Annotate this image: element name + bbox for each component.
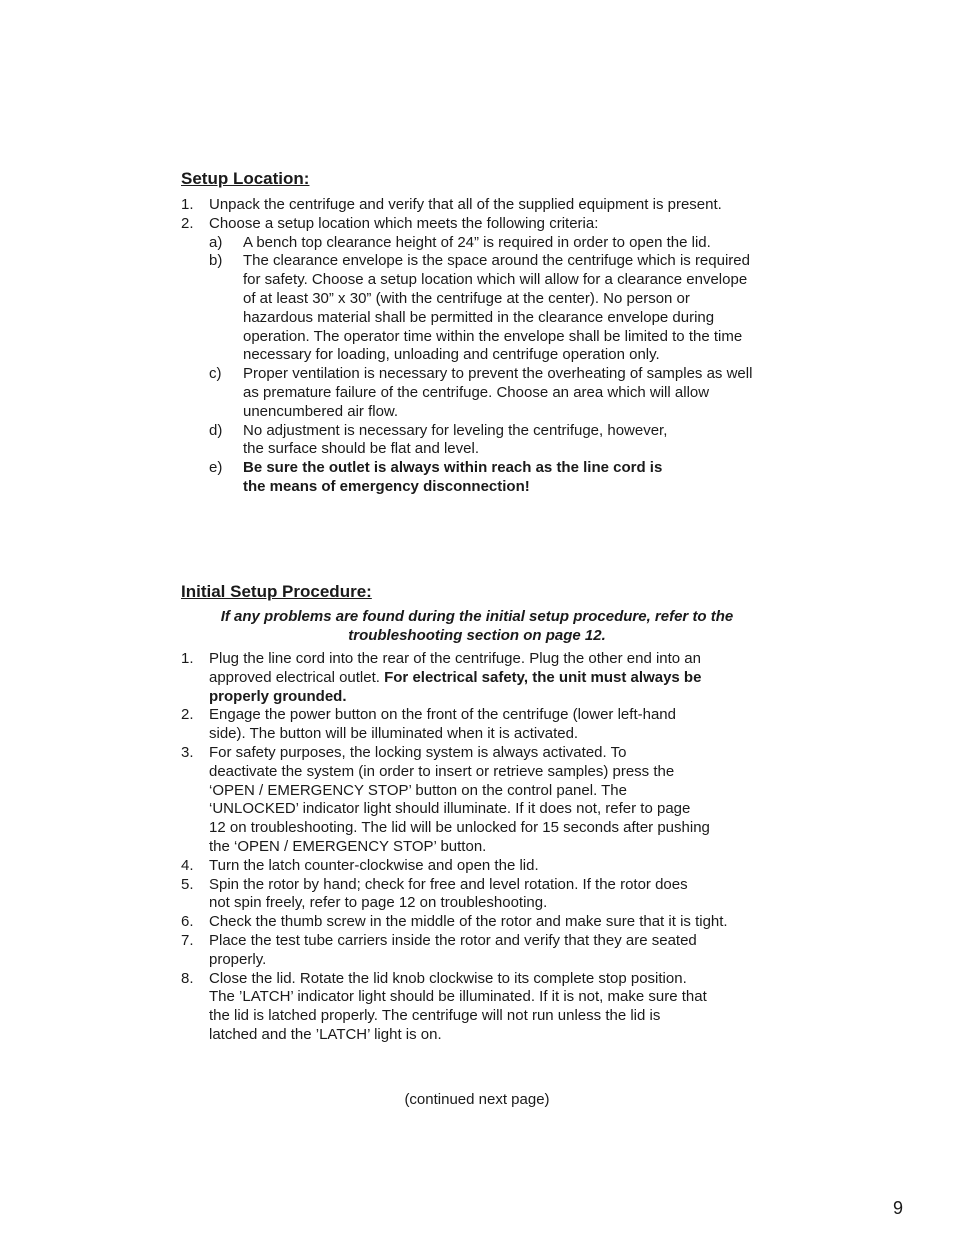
list-item [181,650,756,706]
criteria-text [243,459,781,497]
list-item [181,970,756,1045]
item-number: 8. [181,969,194,987]
setup-location-heading: Setup Location: [181,169,310,188]
initial-setup-list [181,650,756,1045]
item-line: The ’LATCH’ indicator light should be illuminated. If it is not, make sure that [209,988,707,1006]
criteria-text: A bench top clearance height of 24” is required in order to open the lid. [243,233,711,251]
criteria-item [209,234,781,253]
item-number: 2. [181,706,194,724]
list-item [181,744,756,857]
item-line: Spin the rotor by hand; check for free and level rotation. If the rotor does [209,875,688,893]
item-line: not spin freely, refer to page 12 on troubleshooting. [209,894,548,912]
notice-line: If any problems are found during the initial setup procedure, refer to the [220,608,734,625]
criteria-text: The clearance envelope is the space around the centrifuge which is required for safety. Choose a setup location which will allow for a clearance envelope of at least 30” x 30” (with the centrifuge at the center). No person or hazardous material shall be permitted in the clearance envelope during operation. The operator time within the envelope shall be limited to the time necessary for loading, unloading and centrifuge operation only. [243,252,750,364]
criteria-item [209,459,781,497]
criteria-line: the surface should be flat and level. [243,440,479,458]
criteria-letter: d) [209,421,223,439]
list-item [181,932,756,970]
item-line: 12 on troubleshooting. The lid will be unlocked for 15 seconds after pushing [209,819,710,837]
item-line: ‘UNLOCKED’ indicator light should illuminate. If it does not, refer to page [209,800,691,818]
safety-warning: For electrical safety, the unit must always be properly grounded. [209,668,702,705]
item-text-content: Plug the line cord into the rear of the centrifuge. Plug the other end into an approved electrical outlet. [209,650,701,686]
warning-line: the means of emergency disconnection! [243,477,530,495]
item-text-content: Choose a setup location which meets the following criteria: [209,214,599,232]
item-text: Engage the power button on the front of the centrifuge (lower left-hand side). The button will be illuminated when it is activated. [209,706,676,743]
criteria-list [209,234,781,497]
item-number: 4. [181,856,194,874]
item-number: 5. [181,875,194,893]
page-number: 9 [893,1198,904,1218]
item-text: Place the test tube carriers inside the rotor and verify that they are seated properly. [209,931,697,968]
criteria-letter: e) [209,459,223,477]
list-item [181,913,756,932]
list-item [181,706,756,744]
item-line: For safety purposes, the locking system is always activated. To [209,743,627,761]
item-text [209,970,756,1045]
list-item [181,876,756,914]
item-text [209,876,756,914]
item-line: latched and the ’LATCH’ light is on. [209,1025,442,1043]
item-text [209,650,729,706]
criteria-letter: b) [209,252,223,270]
item-number: 1. [181,196,194,213]
item-number: 2. [181,214,194,232]
item-text [209,744,756,857]
criteria-text [243,422,781,460]
item-line: the lid is latched properly. The centrifuge will not run unless the lid is [209,1007,661,1025]
item-number: 6. [181,913,194,931]
continued-note: (continued next page) [404,1091,550,1108]
criteria-line: No adjustment is necessary for leveling the centrifuge, however, [243,421,668,439]
initial-setup-heading: Initial Setup Procedure: [181,582,372,601]
warning-line: Be sure the outlet is always within reach as the line cord is [243,459,663,477]
setup-location-list [181,196,781,497]
criteria-item [209,422,781,460]
item-text: Unpack the centrifuge and verify that all of the supplied equipment is present. [209,196,722,213]
list-item [181,857,756,876]
criteria-text: Proper ventilation is necessary to prevent the overheating of samples as well as premature failure of the centrifuge. Choose an area which will allow unencumbered air flow. [243,365,753,420]
criteria-item [209,365,781,421]
item-line: Close the lid. Rotate the lid knob clockwise to its complete stop position. [209,969,687,987]
notice-line: troubleshooting section on page 12. [348,626,606,644]
criteria-letter: a) [209,233,223,251]
list-item [181,196,781,215]
item-line: the ‘OPEN / EMERGENCY STOP’ button. [209,837,487,855]
item-text [209,215,781,497]
item-number: 3. [181,743,194,761]
item-text: Turn the latch counter-clockwise and open the lid. [209,856,539,874]
item-number: 7. [181,931,194,949]
item-line: ‘OPEN / EMERGENCY STOP’ button on the control panel. The [209,781,627,799]
criteria-letter: c) [209,365,222,383]
item-line: deactivate the system (in order to insert or retrieve samples) press the [209,762,675,780]
criteria-item [209,252,781,365]
item-number: 1. [181,650,194,667]
list-item [181,215,781,497]
troubleshooting-notice [181,608,773,646]
item-text: Check the thumb screw in the middle of the rotor and make sure that it is tight. [209,913,728,931]
